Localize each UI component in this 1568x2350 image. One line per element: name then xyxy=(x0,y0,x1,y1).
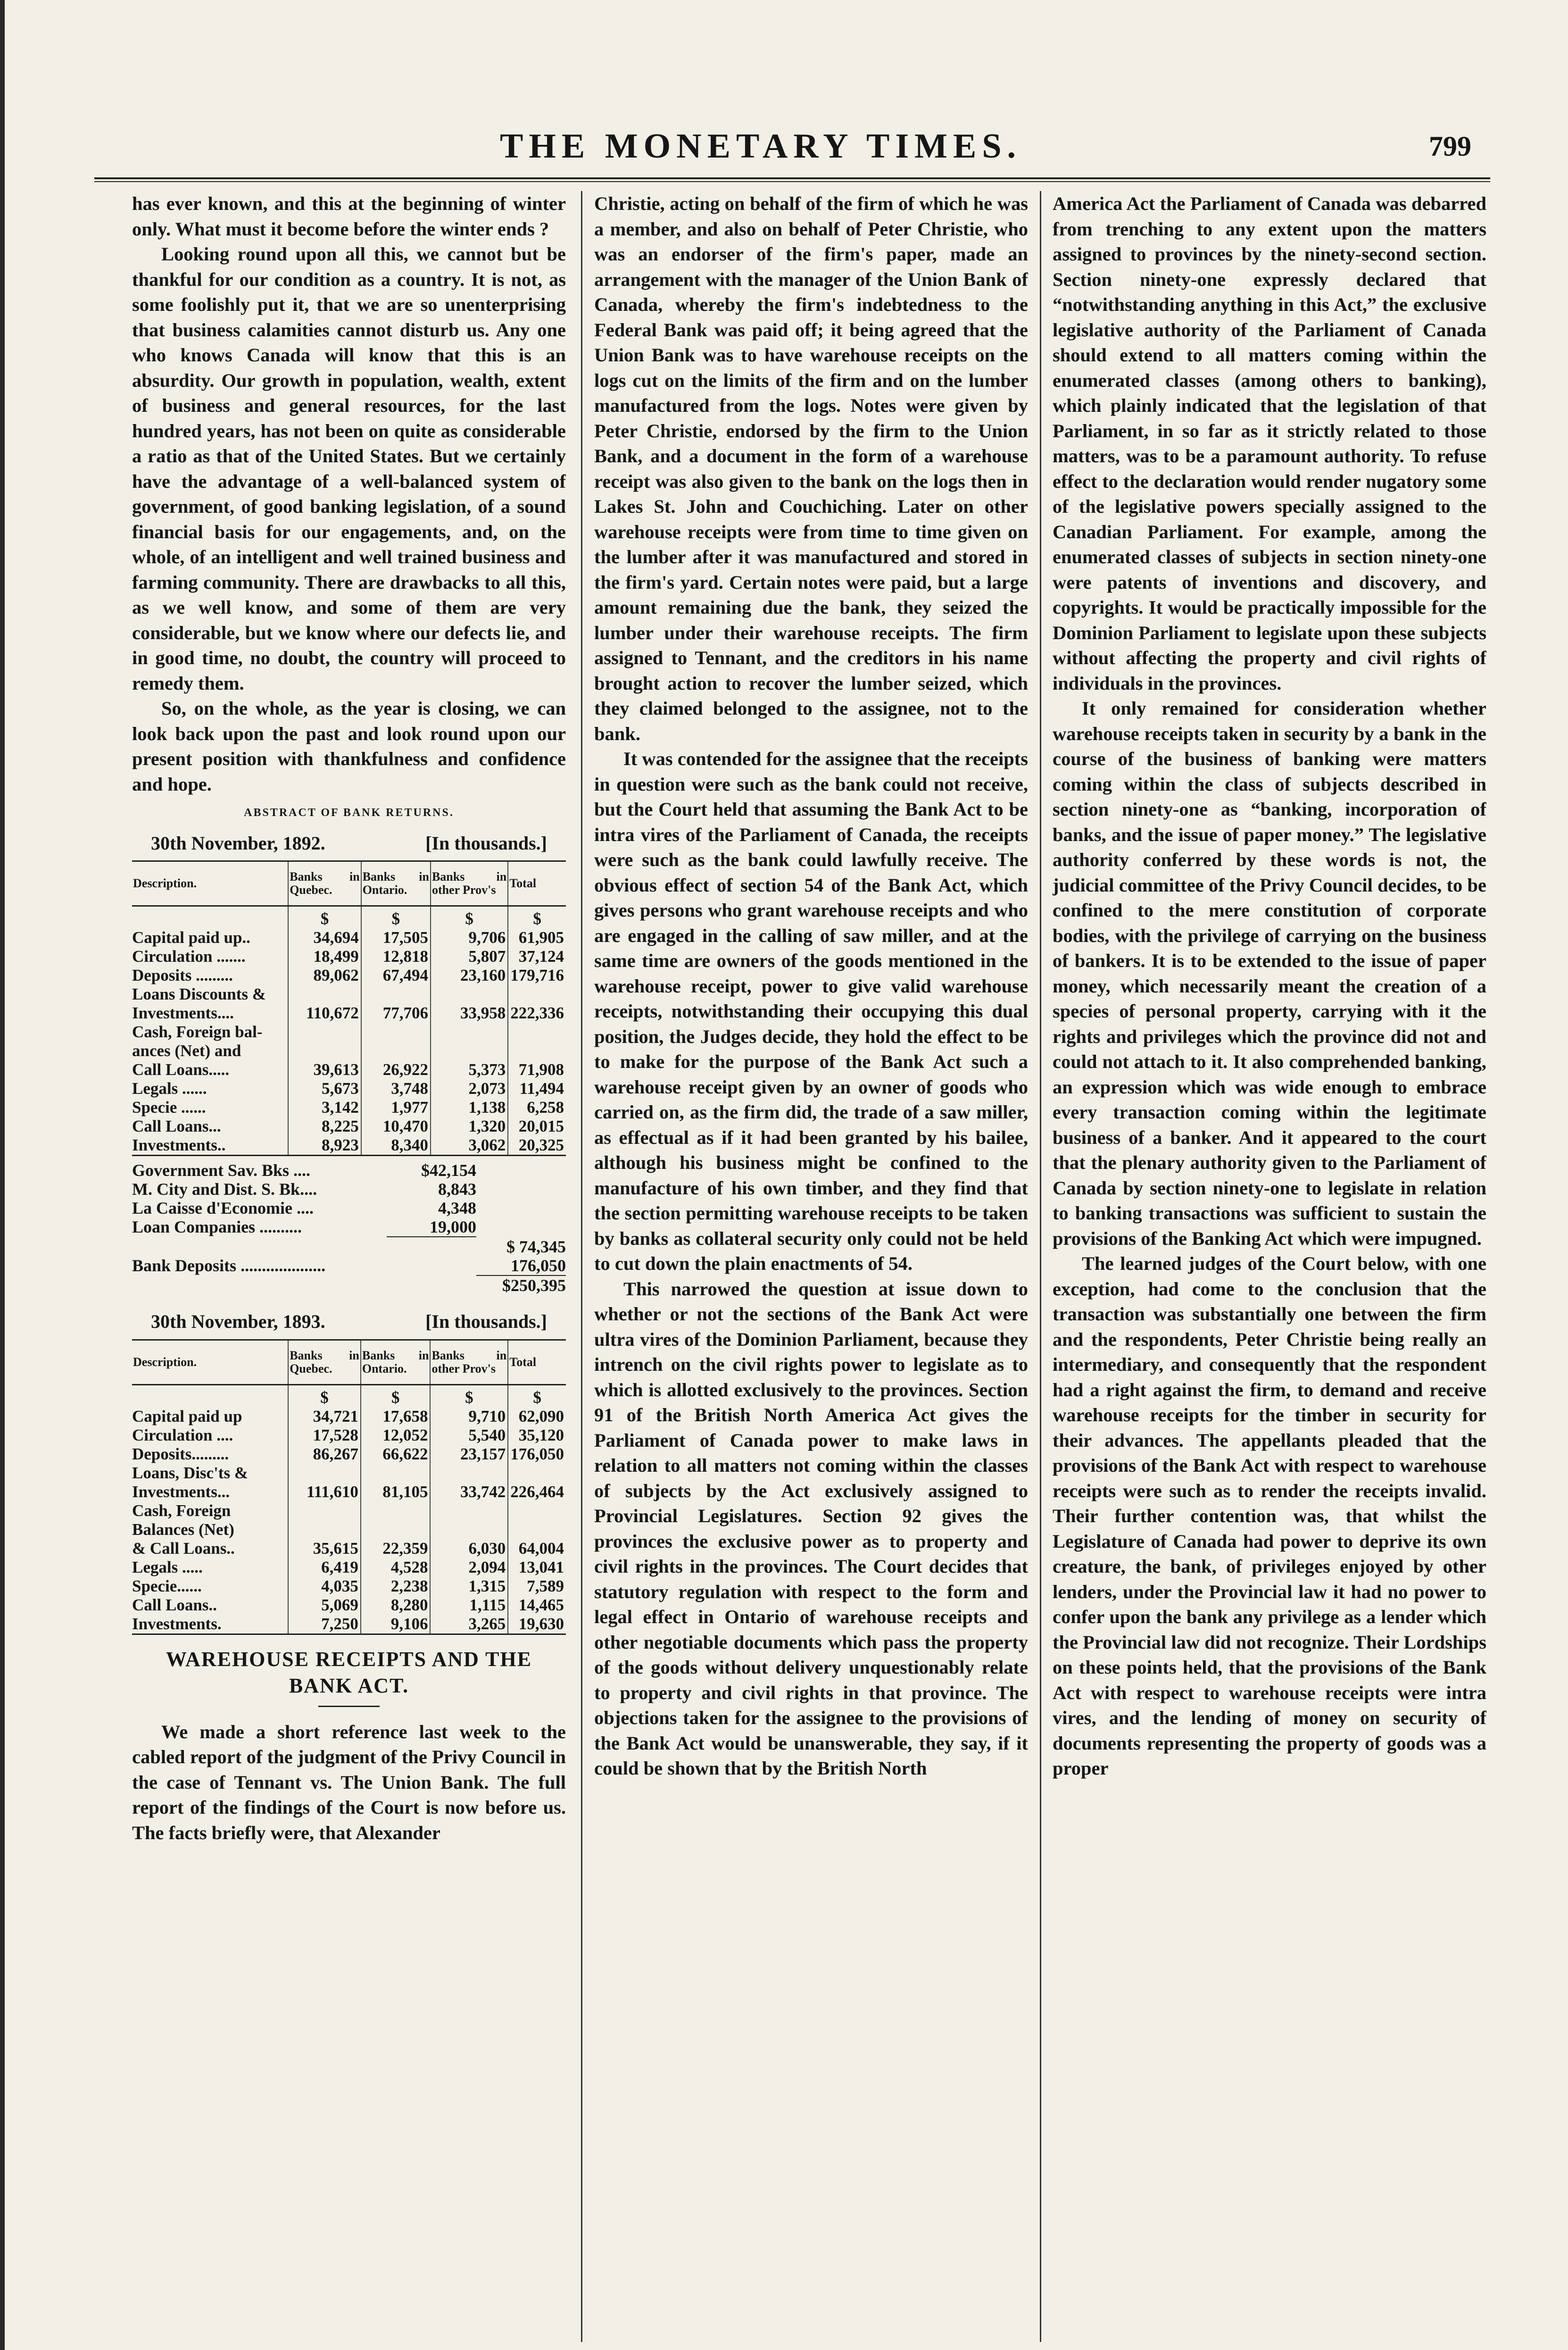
table-cell: 2,238 xyxy=(361,1577,431,1596)
table-cell xyxy=(508,1042,566,1060)
table-cell: 35,615 xyxy=(288,1539,361,1558)
col3-paragraph-3: The learned judges of the Court below, with one exception, had come to the conclusion that the transaction was substantially one between the firm and the respondents, Peter Christie being really an intermediary, and consequently that the respondent had a right against the firm, to demand and receive warehouse receipts for the timber in security for their advances. The appellants pleaded that the provisions of the Bank Act with respect to warehouse receipts were such as to render the receipts invalid. Their further contention was, that whilst the Legislature of Canada had power to deprive its own creature, the bank, of privileges enjoyed by other lenders, under the Provincial law it had no power to confer upon the bank any privilege as a lender which the Provincial law did not recognize. Their Lordships on these points held, that the provisions of the Bank Act with respect to warehouse receipts were intra vires, and the lending of money on security of documents representing the property of goods was a proper xyxy=(1053,1253,1486,1779)
table-cell: 111,610 xyxy=(288,1483,361,1501)
table-currency-row xyxy=(132,1384,566,1407)
col1-paragraph-2: Looking round upon all this, we cannot but be thankful for our condition as a country. It is not, as some foolishly put it, that we are so unenterprising that business calamities cannot disturb us. Any one who knows Canada will know that this is an absurdity. Our growth in population, wealth, extent of business and general resources, for the last hundred years, has not been on quite as considerable a ratio as that of the United States. But we certainly have the advantage of a well-balanced system of government, of good banking legislation, of a sound financial basis for our engagements, and, on the whole, of an intelligent and well trained business and farming community. There are drawbacks to all this, as we well know, and some of them are very considerable, but we know where our defects lie, and in good time, no doubt, the country will proceed to remedy them. xyxy=(132,243,566,694)
table-row xyxy=(132,947,566,966)
table-row xyxy=(132,1577,566,1596)
table-cell: ances (Net) and xyxy=(132,1042,241,1060)
table2-dateline xyxy=(132,1309,566,1334)
table-cell xyxy=(430,1464,508,1483)
table-cell: 13,041 xyxy=(508,1558,566,1577)
table-cell: 5,807 xyxy=(431,947,508,966)
table-cell xyxy=(361,1023,431,1042)
table-cell: $ xyxy=(508,1384,566,1407)
summary-cell xyxy=(476,1199,566,1217)
table-cell xyxy=(430,1520,508,1539)
summary-cell xyxy=(387,1237,476,1256)
table-row xyxy=(132,966,566,985)
article-heading: WAREHOUSE RECEIPTS AND THE BANK ACT. xyxy=(166,1647,532,1697)
table-cell: 39,613 xyxy=(288,1060,361,1079)
table-cell: 4,035 xyxy=(288,1577,361,1596)
table-header-cell: Banks in Quebec. xyxy=(288,1340,361,1384)
column-1 xyxy=(132,191,566,2342)
table-cell: Cash, Foreign bal- xyxy=(132,1023,263,1041)
col2-paragraph-2: It was contended for the assignee that the receipts in question were such as the bank could not receive, but the Court held that assuming the Bank Act to be intra vires of the Parliament of Canada, the receipts were such as the bank could lawfully receive. The obvious effect of section 54 of the Bank Act, which gives persons who grant warehouse receipts and who are engaged in the calling of saw miller, and at the same time are owners of the goods mentioned in the warehouse receipt, power to give valid warehouse receipts, notwithstanding their occupying this dual position, the Judges decide, they hold the effect to be to make for the purpose of the Bank Act such a warehouse receipt given by an owner of goods who carried on, as the firm did, the trade of a saw miller, as effectual as if it had been granted by his bailee, although his business might be confined to the manufacture of his own timber, and they find that the section permitting warehouse receipts to be taken by banks as collateral security only could not be held to cut down the plain enactments of 54. xyxy=(594,748,1028,1274)
summary-cell: 8,843 xyxy=(438,1180,476,1199)
table-cell: 7,589 xyxy=(508,1577,566,1596)
summary-cell xyxy=(476,1161,566,1180)
table-cell: 8,280 xyxy=(361,1596,431,1615)
table-cell xyxy=(361,1520,431,1539)
col2-paragraph-3: This narrowed the question at issue down to whether or not the sections of the Bank Act were ultra vires of the Dominion Parliament, because they intrench on the civil rights power to legislate as to which is allotted exclusively to the provinces. Section 91 of the British North America Act gives the Parliament of Canada power to make laws in relation to all matters not coming within the classes of subjects by the Act exclusively assigned to Provincial Legislatures. Section 92 gives the provinces the exclusive power as to property and civil rights in the provinces. The Court decides that statutory regulation with respect to the form and legal effect in Ontario of warehouse receipts and other negotiable documents which pass the property of the goods without delivery unquestionably relate to property and civil rights in that province. The objections taken for the assignee to the provisions of the Bank Act would be unanswerable, they say, if it could be shown that by the British North xyxy=(594,1278,1028,1779)
table-cell: 2,094 xyxy=(430,1558,508,1577)
table-cell: 33,742 xyxy=(430,1483,508,1501)
table-cell: Cash, Foreign xyxy=(132,1501,231,1520)
table-cell xyxy=(508,1501,566,1520)
table-cell: 2,073 xyxy=(431,1079,508,1098)
summary-row xyxy=(132,1161,566,1180)
table1-dateline xyxy=(132,831,566,856)
table-cell: Investments... xyxy=(132,1482,230,1501)
table-cell: Deposits......... xyxy=(132,1444,229,1463)
summary-row xyxy=(132,1237,566,1256)
abstract-caption: ABSTRACT OF BANK RETURNS. xyxy=(244,807,454,819)
table-cell: $ xyxy=(288,906,361,929)
summary-cell: $250,395 xyxy=(502,1276,566,1295)
table-cell xyxy=(132,906,288,929)
summary-cell: M. City and Dist. S. Bk.... xyxy=(132,1180,317,1199)
table-cell: Investments. xyxy=(132,1615,288,1634)
summary-cell: Government Sav. Bks .... xyxy=(132,1161,311,1180)
table-cell: 8,225 xyxy=(288,1117,361,1136)
table-cell xyxy=(508,1464,566,1483)
table2-unit: [In thousands.] xyxy=(425,1311,547,1332)
table-cell: & Call Loans.. xyxy=(132,1539,235,1558)
table-cell xyxy=(508,1023,566,1042)
summary-row xyxy=(132,1276,566,1295)
page-binding-edge xyxy=(0,0,5,2350)
table-header-cell: Total xyxy=(508,861,566,906)
table-cell: 71,908 xyxy=(508,1060,566,1079)
col3-paragraph-1: America Act the Parliament of Canada was debarred from trenching to any extent upon the matters assigned to provinces by the ninety-second section. Section ninety-one expressly declared that “notwithstanding anything in this Act,” the exclusive legislative authority of the Parliament of Canada should extend to all matters coming within the enumerated classes (among others to banking), which plainly indicated that the legislation of that Parliament, in so far as it strictly related to those matters, was to be a paramount authority. To refuse effect to the declaration would render nugatory some of the legislative powers specially assigned to the Canadian Parliament. For example, among the enumerated classes of subjects in section ninety-one were patents of inventions and discovery, and copyrights. It would be practically impossible for the Dominion Parliament to legislate upon these subjects without affecting the property and civil rights of individuals in the provinces. xyxy=(1053,193,1486,694)
table-cell: 89,062 xyxy=(288,966,361,985)
table-row xyxy=(132,1596,566,1615)
table-cell: Circulation .... xyxy=(132,1425,233,1444)
table-cell: 14,465 xyxy=(508,1596,566,1615)
table-cell: 1,138 xyxy=(431,1098,508,1117)
table2-date: 30th November, 1893. xyxy=(151,1311,325,1332)
table-header-cell: Description. xyxy=(132,861,288,906)
table-currency-row xyxy=(132,906,566,929)
table-cell: 7,250 xyxy=(288,1615,361,1634)
summary-cell: 4,348 xyxy=(438,1199,476,1217)
table-cell: Capital paid up.. xyxy=(132,928,250,947)
table-row xyxy=(132,1615,566,1634)
table-cell: 77,706 xyxy=(361,1004,431,1023)
table-row xyxy=(132,928,566,947)
table-cell: 110,672 xyxy=(288,1004,361,1023)
table-cell: 81,105 xyxy=(361,1483,431,1501)
table-row xyxy=(132,1501,566,1520)
table-cell: 176,050 xyxy=(508,1445,566,1464)
column-2 xyxy=(594,191,1028,2342)
table-cell: 11,494 xyxy=(508,1079,566,1098)
table-row xyxy=(132,1023,566,1042)
table-cell: $ xyxy=(288,1384,361,1407)
page-number: 799 xyxy=(1429,131,1471,162)
header-rule-thick xyxy=(94,177,1490,179)
table-header-cell: Total xyxy=(508,1340,566,1384)
table-cell xyxy=(508,1520,566,1539)
table-cell: 8,923 xyxy=(288,1136,361,1156)
table-cell: 3,748 xyxy=(361,1079,431,1098)
summary-cell xyxy=(476,1180,566,1199)
table-row xyxy=(132,1426,566,1445)
summary-cell xyxy=(387,1276,476,1295)
summary-row xyxy=(132,1199,566,1217)
table-cell xyxy=(361,1501,431,1520)
summary-row xyxy=(132,1180,566,1199)
table-cell: Circulation ....... xyxy=(132,947,246,966)
table-cell: 179,716 xyxy=(508,966,566,985)
table-cell xyxy=(431,985,508,1004)
table-cell xyxy=(431,1023,508,1042)
table-cell: 23,160 xyxy=(431,966,508,985)
table-cell: 23,157 xyxy=(430,1445,508,1464)
table-row xyxy=(132,1483,566,1501)
table-cell xyxy=(132,1384,288,1407)
summary-cell: La Caisse d'Economie .... xyxy=(132,1199,314,1217)
table-cell: Call Loans.. xyxy=(132,1595,217,1614)
summary-cell: $ 74,345 xyxy=(506,1237,566,1256)
deposit-summary xyxy=(132,1161,566,1295)
table-cell xyxy=(508,985,566,1004)
article-paragraph-1: We made a short reference last week to the cabled report of the judgment of the Privy Council in the case of Tennant vs. The Union Bank. The full report of the findings of the Court is now before us. The facts briefly were, that Alexander xyxy=(132,1721,566,1843)
table-header-cell: Banks in other Prov's xyxy=(431,861,508,906)
table-row xyxy=(132,1079,566,1098)
table-cell: 1,115 xyxy=(430,1596,508,1615)
table-cell: $ xyxy=(430,1384,508,1407)
table-row xyxy=(132,1117,566,1136)
table-cell: 20,325 xyxy=(508,1136,566,1156)
table-row xyxy=(132,985,566,1004)
summary-row xyxy=(132,1256,566,1276)
summary-cell: Bank Deposits .................... xyxy=(132,1256,326,1275)
summary-cell xyxy=(387,1256,476,1276)
table-row xyxy=(132,1558,566,1577)
table-row xyxy=(132,1407,566,1426)
table-cell: Specie...... xyxy=(132,1576,202,1595)
table1-date: 30th November, 1892. xyxy=(151,832,325,854)
summary-cell: Loan Companies .......... xyxy=(132,1217,302,1236)
table-row xyxy=(132,1098,566,1117)
column-divider-1 xyxy=(581,191,582,2342)
table-cell: 1,977 xyxy=(361,1098,431,1117)
table-cell: 35,120 xyxy=(508,1426,566,1445)
table-cell: 3,062 xyxy=(431,1136,508,1156)
table-row xyxy=(132,1136,566,1156)
table-cell: 222,336 xyxy=(508,1004,566,1023)
table-cell: Investments.. xyxy=(132,1136,288,1156)
table-header-cell: Banks in other Prov's xyxy=(430,1340,508,1384)
table-row xyxy=(132,1445,566,1464)
bank-returns-table-1893 xyxy=(132,1339,566,1635)
col1-intro-paragraph: has ever known, and this at the beginning of winter only. What must it become before the winter ends ? xyxy=(132,193,566,240)
table-cell: Legals ...... xyxy=(132,1079,207,1098)
table-cell: 86,267 xyxy=(288,1445,361,1464)
table-cell: $ xyxy=(361,906,431,929)
table-cell: Specie ...... xyxy=(132,1098,206,1117)
table-cell: 62,090 xyxy=(508,1407,566,1426)
table-cell: 17,505 xyxy=(361,928,431,947)
table-cell: 8,340 xyxy=(361,1136,431,1156)
summary-row xyxy=(132,1217,566,1237)
table-cell: 17,528 xyxy=(288,1426,361,1445)
table-cell xyxy=(288,1501,361,1520)
table-cell: 4,528 xyxy=(361,1558,431,1577)
table-cell: Balances (Net) xyxy=(132,1520,234,1539)
table-cell: 5,540 xyxy=(430,1426,508,1445)
table-header-cell: Description. xyxy=(132,1340,288,1384)
table-row xyxy=(132,1539,566,1558)
summary-cell xyxy=(132,1237,387,1256)
table-cell: 1,315 xyxy=(430,1577,508,1596)
table-cell xyxy=(361,985,431,1004)
table-cell: 66,622 xyxy=(361,1445,431,1464)
table-cell: 19,630 xyxy=(508,1615,566,1634)
table-cell: 61,905 xyxy=(508,928,566,947)
table-cell xyxy=(361,1464,431,1483)
table-cell: 9,710 xyxy=(430,1407,508,1426)
table-header-cell: Banks in Ontario. xyxy=(361,1340,431,1384)
table-header-cell: Banks in Quebec. xyxy=(288,861,361,906)
table-cell: 1,320 xyxy=(431,1117,508,1136)
table-cell: 20,015 xyxy=(508,1117,566,1136)
column-3 xyxy=(1053,191,1486,2342)
bank-returns-table-1892 xyxy=(132,860,566,1156)
table-cell: 3,142 xyxy=(288,1098,361,1117)
table-cell: 226,464 xyxy=(508,1483,566,1501)
table-cell: 5,673 xyxy=(288,1079,361,1098)
table-cell: 37,124 xyxy=(508,947,566,966)
table-cell: Investments.... xyxy=(132,1004,234,1022)
table-cell xyxy=(288,1464,361,1483)
table-cell: 10,470 xyxy=(361,1117,431,1136)
table-cell xyxy=(431,1042,508,1060)
table-cell: 67,494 xyxy=(361,966,431,985)
table-cell: 5,069 xyxy=(288,1596,361,1615)
table-cell: 6,030 xyxy=(430,1539,508,1558)
table-row xyxy=(132,1060,566,1079)
header-rule-thin xyxy=(94,181,1490,182)
heading-rule xyxy=(318,1706,380,1707)
table-cell: Deposits ......... xyxy=(132,966,233,984)
table-cell: Loans, Disc'ts & xyxy=(132,1463,248,1482)
table-cell xyxy=(288,1023,361,1042)
table-cell xyxy=(361,1042,431,1060)
table-cell: 3,265 xyxy=(430,1615,508,1634)
table-cell: 9,106 xyxy=(361,1615,431,1634)
table-cell: Call Loans..... xyxy=(132,1060,230,1079)
table-cell: 12,818 xyxy=(361,947,431,966)
table-cell: 6,419 xyxy=(288,1558,361,1577)
summary-cell xyxy=(132,1276,387,1295)
table-cell: $ xyxy=(431,906,508,929)
table-cell: 9,706 xyxy=(431,928,508,947)
table-cell: 12,052 xyxy=(361,1426,431,1445)
column-divider-2 xyxy=(1040,191,1041,2342)
table-cell: 34,694 xyxy=(288,928,361,947)
table-cell: 6,258 xyxy=(508,1098,566,1117)
table-cell: Capital paid up xyxy=(132,1407,242,1425)
masthead-title: THE MONETARY TIMES. xyxy=(500,127,1021,166)
table-cell: 17,658 xyxy=(361,1407,431,1426)
table-cell xyxy=(288,985,361,1004)
col1-paragraph-3: So, on the whole, as the year is closing, we can look back upon the past and look round upon our present position with thankfulness and confidence and hope. xyxy=(132,698,566,795)
summary-cell: 19,000 xyxy=(387,1217,476,1237)
table-cell: 33,958 xyxy=(431,1004,508,1023)
table-cell: 64,004 xyxy=(508,1539,566,1558)
table-cell: Loans Discounts & xyxy=(132,985,266,1003)
summary-cell xyxy=(476,1217,566,1237)
table-cell: Call Loans... xyxy=(132,1117,221,1135)
table-row xyxy=(132,1004,566,1023)
table-cell: $ xyxy=(361,1384,431,1407)
table-cell: 26,922 xyxy=(361,1060,431,1079)
page-header xyxy=(94,126,1490,178)
col2-paragraph-1: Christie, acting on behalf of the firm of which he was a member, and also on behalf of Peter Christie, who was an endorser of the firm's paper, made an arrangement with the manager of the Union Bank of Canada, whereby the firm's indebtedness to the Federal Bank was paid off; it being agreed that the Union Bank was to have warehouse receipts on the logs cut on the limits of the firm and on the lumber manufactured from the logs. Notes were given by Peter Christie, endorsed by the firm to the Union Bank, and a document in the form of a warehouse receipt was also given to the bank on the logs then in Lakes St. John and Couchiching. Later on other warehouse receipts were from time to time given on the lumber after it was manufactured and stored in the firm's yard. Certain notes were paid, but a large amount remaining due the bank, they seized the lumber under their warehouse receipts. The firm assigned to Tennant, and the creditors in his name brought action to recover the lumber seized, which they claimed belonged to the assignee, not to the bank. xyxy=(594,193,1028,744)
table1-unit: [In thousands.] xyxy=(425,832,547,854)
table-cell xyxy=(288,1520,361,1539)
table-cell: $ xyxy=(508,906,566,929)
table-row xyxy=(132,1464,566,1483)
summary-cell: 176,050 xyxy=(476,1256,566,1276)
table-header-cell: Banks in Ontario. xyxy=(361,861,431,906)
table-row xyxy=(132,1042,566,1060)
table-cell xyxy=(288,1042,361,1060)
table-cell: 18,499 xyxy=(288,947,361,966)
table-cell: Legals ..... xyxy=(132,1558,203,1576)
table-cell: 5,373 xyxy=(431,1060,508,1079)
table-cell: 34,721 xyxy=(288,1407,361,1426)
table-row xyxy=(132,1520,566,1539)
table-cell xyxy=(430,1501,508,1520)
col3-paragraph-2: It only remained for consideration whether warehouse receipts taken in security by a bank in the course of the business of banking were matters coming within the class of subjects described in section ninety-one as “banking, incorporation of banks, and the issue of paper money.” The legislative authority conferred by these words is not, the judicial committee of the Privy Council decides, to be confined to the mere constitution of corporate bodies, with the privilege of carrying on the business of bankers. It is to be extended to the issue of paper money, which necessarily meant the creation of a species of personal property, carrying with it the rights and privileges which the province did not and could not attach to it. It also comprehended banking, an expression which was wide enough to embrace every transaction coming within the legitimate business of a banker. And it appeared to the court that the plenary authority given to the Parliament of Canada by section ninety-one to legislate in relation to banking transactions was sufficient to sustain the provisions of the Banking Act which were impugned. xyxy=(1053,698,1486,1249)
summary-cell: $42,154 xyxy=(421,1161,476,1180)
table-cell: 22,359 xyxy=(361,1539,431,1558)
